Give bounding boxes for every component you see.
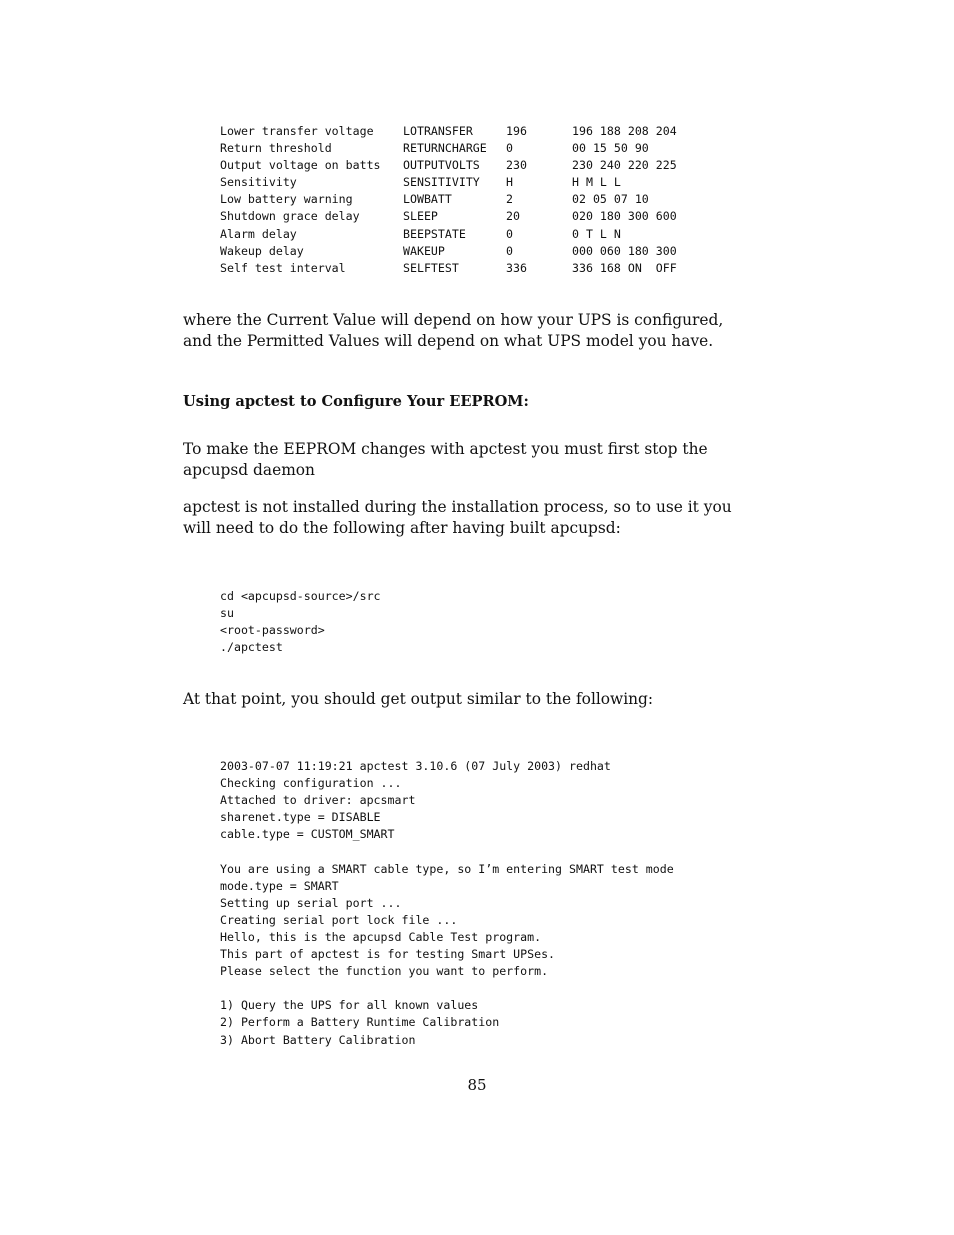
current-value: 0 xyxy=(506,243,513,258)
page-number: 85 xyxy=(467,1076,487,1094)
setting-code: LOTRANSFER xyxy=(403,124,473,138)
setting-description: Low battery warning xyxy=(220,192,353,207)
permitted-values: 00 15 50 90 xyxy=(572,141,649,156)
table-row xyxy=(220,260,677,277)
setting-description: Lower transfer voltage xyxy=(220,124,374,138)
setting-description: Shutdown grace delay xyxy=(220,209,360,224)
permitted-values: 0 T L N xyxy=(572,226,621,241)
eeprom-table-body xyxy=(220,123,677,277)
permitted-values: H M L L xyxy=(572,175,621,190)
permitted-values: 230 240 220 225 xyxy=(572,158,677,173)
permitted-values: 02 05 07 10 xyxy=(572,192,649,207)
setting-description: Alarm delay xyxy=(220,226,297,241)
setting-code: SELFTEST xyxy=(403,260,459,275)
not-installed-paragraph: apctest is not installed during the installation process, so to use it you will need to do the following after having built apcupsd: xyxy=(183,498,732,537)
permitted-values: 336 168 ON OFF xyxy=(572,260,677,275)
table-row xyxy=(220,191,677,208)
build-commands-code-block: cd <apcupsd-source>/src su <root-password> ./apctest xyxy=(220,589,381,655)
output-intro-paragraph: At that point, you should get output similar to the following: xyxy=(183,690,654,708)
table-row xyxy=(220,208,677,225)
current-value: 230 xyxy=(506,158,527,173)
current-value: H xyxy=(506,175,513,190)
permitted-values: 196 188 208 204 xyxy=(572,124,677,138)
table-row xyxy=(220,174,677,191)
stop-daemon-paragraph: To make the EEPROM changes with apctest you must first stop the apcupsd daemon xyxy=(183,440,708,479)
setting-description: Sensitivity xyxy=(220,175,297,190)
section-heading-apctest: Using apctest to Configure Your EEPROM: xyxy=(183,393,529,410)
current-value: 0 xyxy=(506,141,513,156)
current-value: 196 xyxy=(506,124,527,138)
setting-code: SENSITIVITY xyxy=(403,175,480,190)
permitted-values: 000 060 180 300 xyxy=(572,243,677,258)
setting-code: SLEEP xyxy=(403,209,438,224)
setting-code: WAKEUP xyxy=(403,243,445,258)
setting-code: RETURNCHARGE xyxy=(403,141,487,156)
setting-description: Return threshold xyxy=(220,141,332,156)
table-row xyxy=(220,226,677,243)
permitted-values: 020 180 300 600 xyxy=(572,209,677,224)
current-value: 20 xyxy=(506,209,520,224)
config-explanation-paragraph: where the Current Value will depend on how your UPS is configured, and the Permitted Values will depend on what UPS model you have. xyxy=(183,311,724,350)
setting-description: Output voltage on batts xyxy=(220,158,381,173)
setting-code: OUTPUTVOLTS xyxy=(403,158,480,173)
setting-description: Wakeup delay xyxy=(220,243,304,258)
table-row xyxy=(220,157,677,174)
setting-code: BEEPSTATE xyxy=(403,226,466,241)
table-row xyxy=(220,243,677,260)
current-value: 2 xyxy=(506,192,513,207)
table-row xyxy=(220,140,677,157)
setting-code: LOWBATT xyxy=(403,192,452,207)
table-row xyxy=(220,123,677,140)
apctest-output-code-block: 2003-07-07 11:19:21 apctest 3.10.6 (07 July 2003) redhat Checking configuration ... Attached to driver: apcsmart sharenet.type = DISABLE cable.type = CUSTOM_SMART You are using a SMART cable type, so I’m entering SMART test mode mode.type = SMART Setting up serial port ... Creating serial port lock file ... Hello, this is the apcupsd Cable Test program. This part of apctest is for testing Smart UPSes. Please select the function you want to perform. 1) Query the UPS for all known values 2) Perform a Battery Runtime Calibration 3) Abort Battery Calibration xyxy=(220,759,674,1047)
current-value: 0 xyxy=(506,226,513,241)
eeprom-settings-table xyxy=(220,123,677,277)
current-value: 336 xyxy=(506,260,527,275)
setting-description: Self test interval xyxy=(220,260,346,275)
